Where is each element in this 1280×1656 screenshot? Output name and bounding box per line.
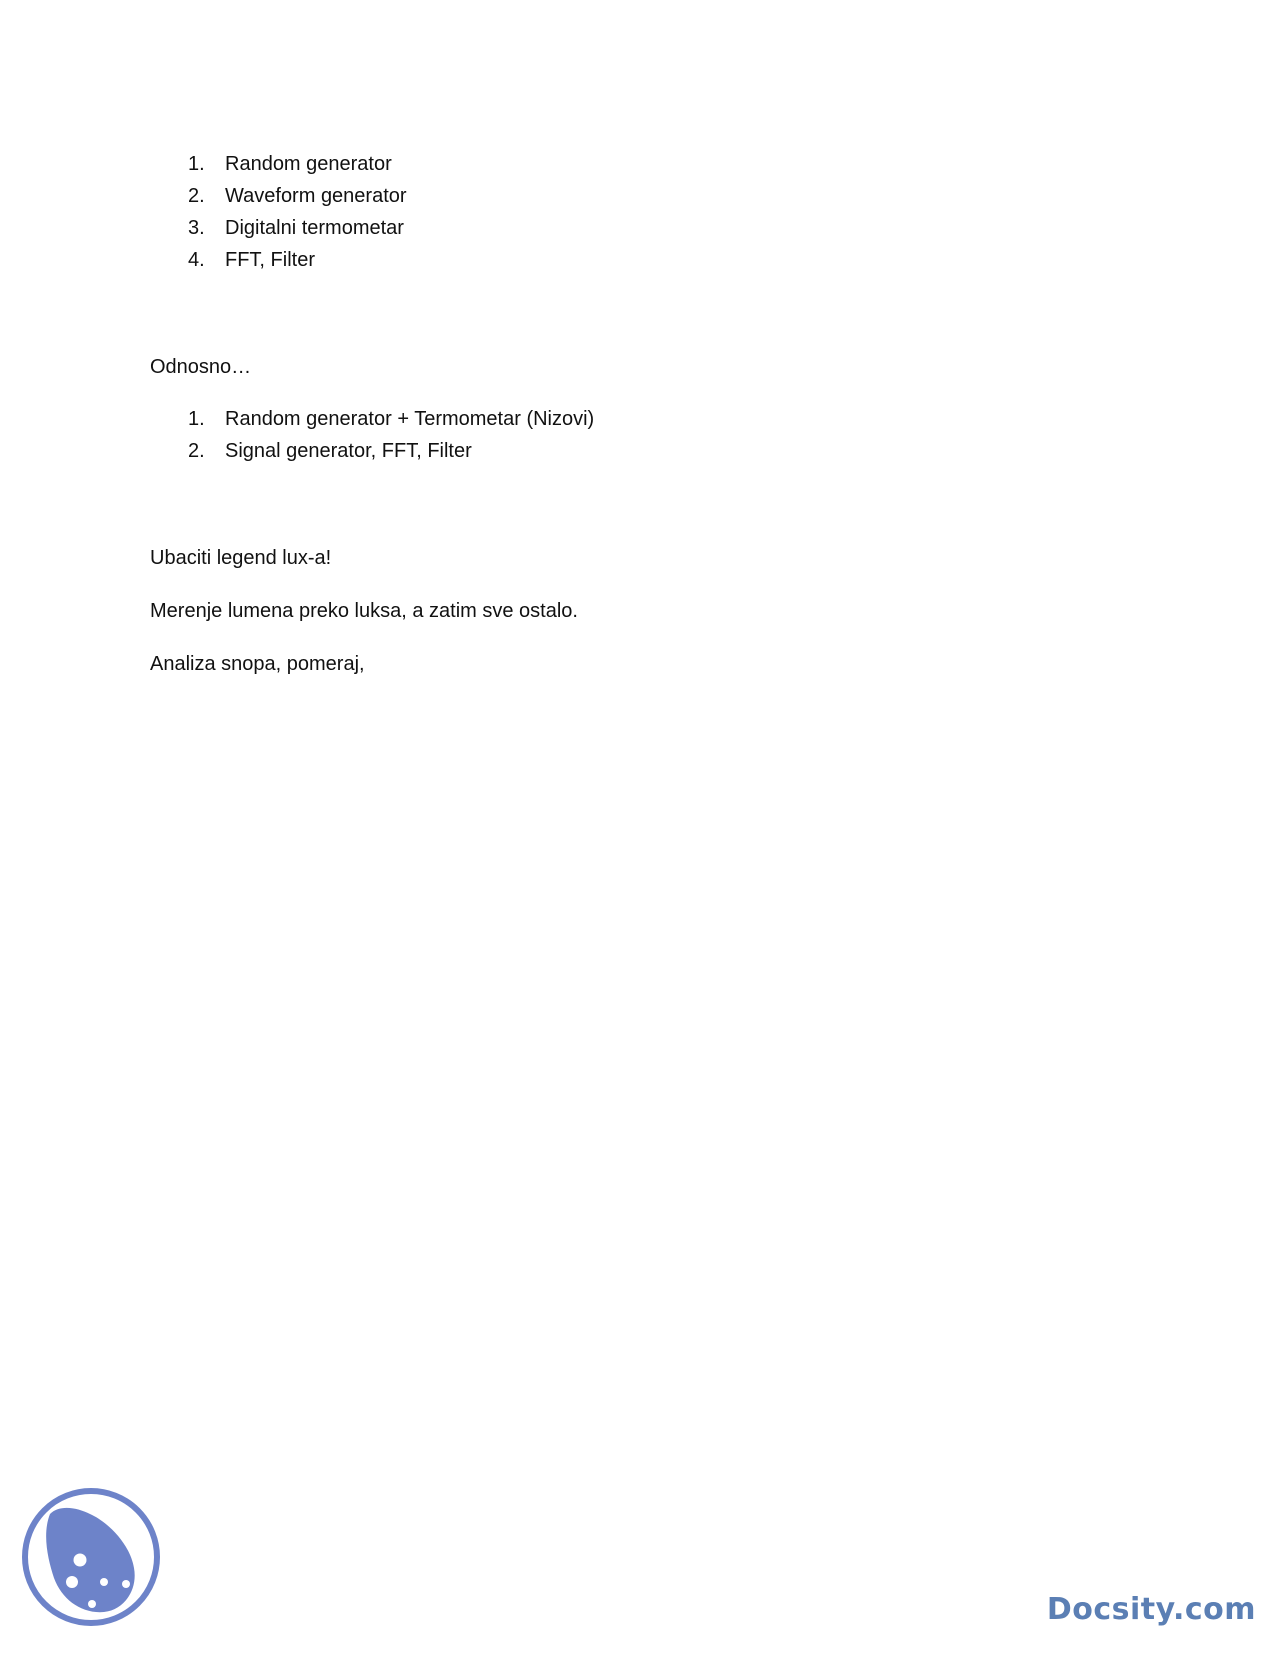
list-item-text: Signal generator, FFT, Filter [225,440,472,462]
list-item-text: Digitalni termometar [225,217,404,239]
docsity-brand-text: Docsity.com [1046,1592,1256,1627]
list-item-text: Random generator + Termometar (Nizovi) [225,408,595,430]
paragraph-ubaciti: Ubaciti legend lux-a! [150,547,332,569]
paragraph-odnosno: Odnosno… [150,356,252,378]
list-item-number: 1. [188,408,205,430]
list-item [188,180,407,212]
list-item [188,435,594,467]
list-item-text: Random generator [225,153,392,175]
list-item [188,244,407,276]
docsity-logo-icon [20,1486,162,1628]
list-item [188,212,407,244]
list-item-number: 3. [188,217,205,239]
list-item-number: 2. [188,185,205,207]
list-item [188,403,594,435]
list-item [188,148,407,180]
list-item-number: 1. [188,153,205,175]
numbered-list-groups [188,403,594,467]
numbered-list-tasks [188,148,407,276]
list-item-number: 2. [188,440,205,462]
list-item-number: 4. [188,249,205,271]
list-item-text: Waveform generator [225,185,407,207]
paragraph-merenje: Merenje lumena preko luksa, a zatim sve ostalo. [150,600,578,622]
list-item-text: FFT, Filter [225,249,315,271]
paragraph-analiza: Analiza snopa, pomeraj, [150,653,365,675]
